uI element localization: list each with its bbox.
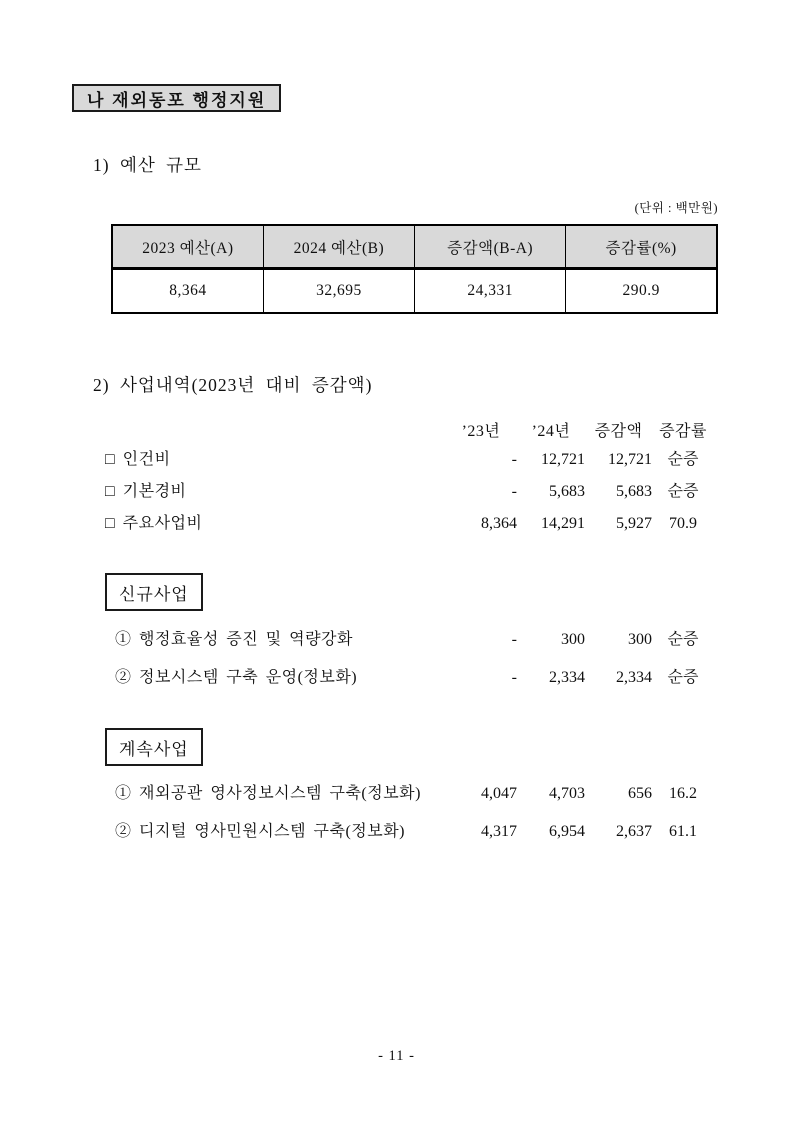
new-projects-box xyxy=(105,573,203,611)
section-title-box xyxy=(72,84,281,112)
row-y24: 6,954 xyxy=(549,823,585,840)
row-y24: 14,291 xyxy=(541,515,585,532)
row-rate: 순증 xyxy=(667,631,699,648)
row-label: ② 정보시스템 구축 운영(정보화) xyxy=(115,669,358,686)
list-item xyxy=(105,664,725,692)
row-diff: 2,334 xyxy=(616,669,652,686)
row-y23: 8,364 xyxy=(481,515,517,532)
cell-change-amount: 24,331 xyxy=(415,269,566,314)
row-label: □ 주요사업비 xyxy=(105,515,203,532)
row-label: ① 행정효율성 증진 및 역량강화 xyxy=(115,631,353,648)
list-item xyxy=(105,626,725,654)
list-item xyxy=(105,444,725,476)
header-2023-budget: 2023 예산(A) xyxy=(112,225,263,269)
col-header-rate: 증감률 xyxy=(659,423,707,440)
col-header-diff: 증감액 xyxy=(594,423,643,440)
row-label: ② 디지털 영사민원시스템 구축(정보화) xyxy=(115,823,405,840)
row-y24: 12,721 xyxy=(541,451,585,468)
row-rate: 순증 xyxy=(667,451,699,468)
continuing-projects-label: 계속사업 xyxy=(119,739,189,759)
detail-column-headers xyxy=(105,418,725,441)
heading-project-details: 2) 사업내역(2023년 대비 증감액) xyxy=(93,375,373,395)
row-y23: 4,317 xyxy=(481,823,517,840)
budget-summary-table xyxy=(111,224,718,314)
table-header-row xyxy=(112,225,717,269)
row-label: □ 인건비 xyxy=(105,451,171,468)
row-rate: 순증 xyxy=(667,483,699,500)
header-2024-budget: 2024 예산(B) xyxy=(263,225,414,269)
row-y23: 4,047 xyxy=(481,785,517,802)
list-item xyxy=(105,508,725,540)
row-y23: - xyxy=(511,669,517,686)
list-item xyxy=(105,780,725,808)
row-label: ① 재외공관 영사정보시스템 구축(정보화) xyxy=(115,785,421,802)
row-y23: - xyxy=(511,451,517,468)
row-label: □ 기본경비 xyxy=(105,483,187,500)
row-diff: 5,683 xyxy=(616,483,652,500)
section-title-label: 나 재외동포 행정지원 xyxy=(87,90,267,110)
cell-change-rate: 290.9 xyxy=(566,269,717,314)
heading-budget-scale: 1) 예산 규모 xyxy=(93,155,202,175)
row-diff: 656 xyxy=(628,785,652,802)
cell-2023-budget: 8,364 xyxy=(112,269,263,314)
row-diff: 12,721 xyxy=(608,451,652,468)
row-y24: 5,683 xyxy=(549,483,585,500)
row-diff: 2,637 xyxy=(616,823,652,840)
summary-rows xyxy=(105,444,725,540)
row-rate: 16.2 xyxy=(669,785,697,802)
row-y24: 2,334 xyxy=(549,669,585,686)
unit-label: (단위 : 백만원) xyxy=(634,201,718,215)
new-projects-label: 신규사업 xyxy=(119,584,189,604)
col-header-y23: ’23년 xyxy=(461,423,501,440)
row-y24: 300 xyxy=(561,631,585,648)
col-header-y24: ’24년 xyxy=(531,423,571,440)
row-diff: 300 xyxy=(628,631,652,648)
row-y23: - xyxy=(511,483,517,500)
row-diff: 5,927 xyxy=(616,515,652,532)
header-change-rate: 증감률(%) xyxy=(566,225,717,269)
list-item xyxy=(105,818,725,846)
cell-2024-budget: 32,695 xyxy=(263,269,414,314)
row-y23: - xyxy=(511,631,517,648)
row-rate: 70.9 xyxy=(669,515,697,532)
row-rate: 61.1 xyxy=(669,823,697,840)
table-row xyxy=(112,269,717,314)
page-number: - 11 - xyxy=(378,1048,415,1064)
header-change-amount: 증감액(B-A) xyxy=(415,225,566,269)
row-rate: 순증 xyxy=(667,669,699,686)
continuing-projects-box xyxy=(105,728,203,766)
list-item xyxy=(105,476,725,508)
row-y24: 4,703 xyxy=(549,785,585,802)
